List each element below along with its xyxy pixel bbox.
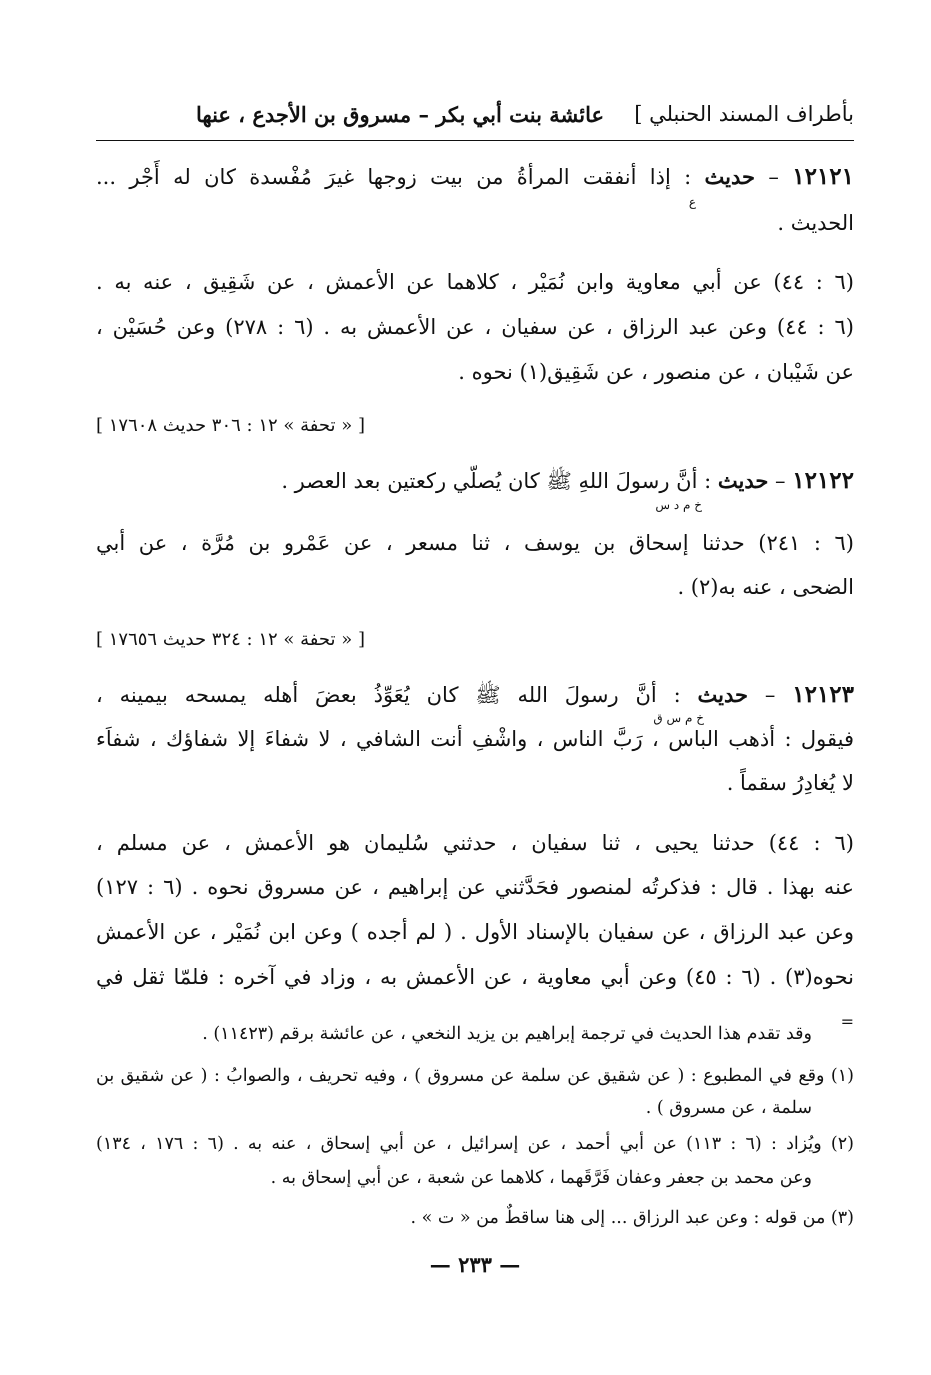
entry-12123-line-1: ١٢١٢٣ – حديث : أنَّ رسولَ الله ﷺ كان يُعَوِّذُ بعضَ أهله يمسحه بيمينه ، — [96, 681, 854, 708]
entry-keyword: حديث — [704, 164, 756, 189]
tuhfa-reference: [ « تحفة » ١٢ : ٣٢٤ حديث ١٧٦٥٦ ] — [96, 629, 365, 650]
isnad-line: وعن عبد الرزاق ، عن سفيان بالإسناد الأول . ( لم أجده ) وعن ابن نُمَيْر ، عن الأعمش — [96, 920, 854, 944]
isnad-line: (٦ : ٢٤١) حدثنا إسحاق بن يوسف ، ثنا مسعر ، عن عَمْرو بن مُرَّة ، عن أبي — [96, 531, 854, 555]
header-chapter-title: عائشة بنت أبي بكر – مسروق بن الأجدع ، عنها — [196, 102, 604, 127]
isnad-line: (٦ : ٤٤) وعن عبد الرزاق ، عن سفيان ، عن الأعمش به . (٦ : ٢٧٨) وعن حُسَيْن ، — [96, 315, 854, 339]
footnote-continuation: وقد تقدم هذا الحديث في ترجمة إبراهيم بن يزيد النخعي ، عن عائشة برقم (١١٤٢٣) . — [202, 1024, 812, 1044]
isnad-line: نحوه(٣) . (٦ : ٤٥) وعن أبي معاوية ، عن الأعمش به ، وزاد في آخره : فلمّا ثقل في — [96, 965, 854, 989]
page-number: — ٢٣٣ — — [429, 1252, 521, 1277]
footnote-line: سلمة ، عن مسروق ) . — [645, 1098, 812, 1118]
isnad-line: الضحى ، عنه به(٢) . — [677, 575, 854, 599]
entry-12123-line-3: لا يُغادِرُ سقماً . — [726, 771, 854, 795]
isnad-line: (٦ : ٤٤) حدثنا يحيى ، ثنا سفيان ، حدثني سُليمان هو الأعمش ، عن مسلم ، — [96, 831, 854, 855]
isnad-line: عنه بهذا . قال : فذكرتُه لمنصور فحَدَّثني عن إبراهيم ، عن مسروق نحوه . (٦ : ١٢٧) — [96, 875, 854, 899]
entry-12122-line-1: ١٢١٢٢ – حديث : أنَّ رسولَ اللهِ ﷺ كان يُصلّي ركعتين بعد العصر . — [281, 467, 854, 494]
entry-12121-line-2: الحديث . — [777, 211, 854, 235]
entry-keyword: حديث — [697, 682, 748, 707]
entry-number: ١٢١٢٢ — [792, 467, 854, 494]
tuhfa-reference: [ « تحفة » ١٢ : ٣٠٦ حديث ١٧٦٠٨ ] — [96, 415, 365, 436]
isnad-line: عن شَيْبان ، عن منصور ، عن شَقِيق(١) نحوه . — [458, 360, 854, 384]
entry-number: ١٢١٢٣ — [792, 681, 854, 708]
entry-text: : إذا أنفقت المرأةُ من بيت زوجها غيرَ مُفْسدة كان له أَجْر ... — [96, 165, 692, 189]
book-page — [96, 0, 854, 1375]
footnote-line: (١) وقع في المطبوع : ( عن شقيق عن سلمة عن مسروق ) ، وفيه تحريف ، والصوابُ : ( عن شقيق بن — [96, 1066, 854, 1086]
entry-sigla: خ م د س — [655, 498, 702, 512]
entry-sigla: ع — [688, 195, 696, 209]
footnote-line: (٣) من قوله : وعن عبد الرزاق ... إلى هنا ساقطٌ من « ت » . — [410, 1208, 854, 1228]
entry-12121-line-1: ١٢١٢١ – حديث : إذا أنفقت المرأةُ من بيت زوجها غيرَ مُفْسدة كان له أَجْر ... — [96, 163, 854, 190]
header-book-title: بأطراف المسند الحنبلي ] — [634, 102, 854, 126]
entry-12123-line-2: فيقول : أذهب الباس ، رَبَّ الناس ، واشْفِ أنت الشافي ، لا شفاءَ إلا شفاؤك ، شفاَء — [96, 727, 854, 751]
entry-text: : أنَّ رسولَ الله ﷺ كان يُعَوِّذُ بعضَ أهله يمسحه بيمينه ، — [96, 683, 681, 707]
entry-sigla: خ م س ق — [653, 711, 704, 725]
isnad-line: (٦ : ٤٤) عن أبي معاوية وابن نُمَيْر ، كلاهما عن الأعمش ، عن شَقِيق ، عنه به . — [96, 270, 854, 294]
header-rule — [96, 140, 854, 141]
footnote-line: (٢) ويُزاد : (٦ : ١١٣) عن أبي أحمد ، عن إسرائيل ، عن أبي إسحاق ، عنه به . (٦ : ١٧٦ ، ١٣٤) — [96, 1134, 854, 1154]
footnote-continuation-mark: = — [840, 1012, 854, 1031]
entry-keyword: حديث — [717, 468, 769, 493]
entry-number: ١٢١٢١ — [792, 163, 854, 190]
footnote-line: وعن محمد بن جعفر وعفان فَرَّقَهما ، كلاهما عن شعبة ، عن أبي إسحاق به . — [270, 1168, 812, 1188]
running-header — [96, 96, 854, 136]
entry-text: : أنَّ رسولَ اللهِ ﷺ كان يُصلّي ركعتين بعد العصر . — [281, 469, 712, 493]
